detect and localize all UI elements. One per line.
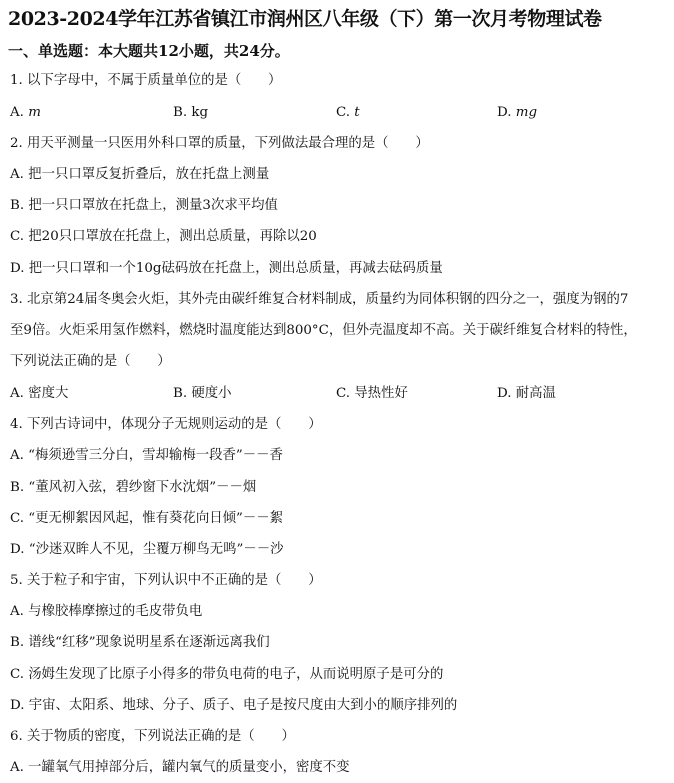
question-3-option-b: B. 硬度小 <box>173 386 232 401</box>
page-title: 2023-2024学年江苏省镇江市润州区八年级（下）第一次月考物理试卷 <box>8 8 602 30</box>
question-6-option-a: A. 一罐氧气用掉部分后，罐内氧气的质量变小，密度不变 <box>10 760 350 775</box>
question-2-option-b: B. 把一只口罩放在托盘上，测量3次求平均值 <box>10 198 278 213</box>
question-5-option-d: D. 宇宙、太阳系、地球、分子、质子、电子是按尺度由大到小的顺序排列的 <box>10 698 458 713</box>
option-value: m <box>28 105 41 120</box>
question-3-stem-line-1: 3. 北京第24届冬奥会火炬，其外壳由碳纤维复合材料制成，质量约为同体积钢的四分之一，强度为钢的7 <box>10 292 629 307</box>
question-3-option-a: A. 密度大 <box>10 386 69 401</box>
question-4-option-d: D. “沙迷双眸人不见，尘覆万柳鸟无鸣”－－沙 <box>10 542 284 557</box>
option-label: D. <box>497 105 516 120</box>
question-2-option-d: D. 把一只口罩和一个10g砝码放在托盘上，测出总质量，再减去砝码质量 <box>10 261 443 276</box>
question-2-option-c: C. 把20只口罩放在托盘上，测出总质量，再除以20 <box>10 229 317 244</box>
question-2-stem: 2. 用天平测量一只医用外科口罩的质量，下列做法最合理的是（ ） <box>10 136 429 151</box>
question-3-option-d: D. 耐高温 <box>497 386 556 401</box>
question-1-option-b: B. kg <box>173 105 209 120</box>
question-1-option-c <box>336 105 360 121</box>
question-3-stem-line-2: 至9倍。火炬采用氢作燃料，燃烧时温度能达到800°C，但外壳温度却不高。关于碳纤维复合材料的特性， <box>10 323 637 338</box>
option-value: t <box>354 105 360 120</box>
option-value: mg <box>515 105 538 120</box>
option-label: C. <box>336 105 355 120</box>
question-1-option-d <box>497 105 537 121</box>
section-heading: 一、单选题：本大题共12小题，共24分。 <box>8 42 290 60</box>
question-4-option-a: A. “梅须逊雪三分白，雪却输梅一段香”－－香 <box>10 448 283 463</box>
option-label: A. <box>10 105 29 120</box>
question-3-option-c: C. 导热性好 <box>336 386 408 401</box>
question-1-option-a <box>10 105 41 121</box>
question-6-stem: 6. 关于物质的密度，下列说法正确的是（ ） <box>10 729 295 744</box>
question-5-option-c: C. 汤姆生发现了比原子小得多的带负电荷的电子，从而说明原子是可分的 <box>10 667 444 682</box>
question-4-option-c: C. “更无柳絮因风起，惟有葵花向日倾”－－絮 <box>10 511 284 526</box>
question-4-option-b: B. “董风初入弦，碧纱窗下水沈烟”－－烟 <box>10 480 257 495</box>
question-4-stem: 4. 下列古诗词中，体现分子无规则运动的是（ ） <box>10 417 322 432</box>
question-5-option-b: B. 谱线“红移”现象说明星系在逐渐远离我们 <box>10 635 270 650</box>
question-2-option-a: A. 把一只口罩反复折叠后，放在托盘上测量 <box>10 167 270 182</box>
question-5-option-a: A. 与橡胶棒摩擦过的毛皮带负电 <box>10 604 203 619</box>
question-3-stem-line-3: 下列说法正确的是（ ） <box>10 354 171 369</box>
question-1-stem: 1. 以下字母中，不属于质量单位的是（ ） <box>10 73 282 88</box>
question-5-stem: 5. 关于粒子和宇宙，下列认识中不正确的是（ ） <box>10 573 322 588</box>
